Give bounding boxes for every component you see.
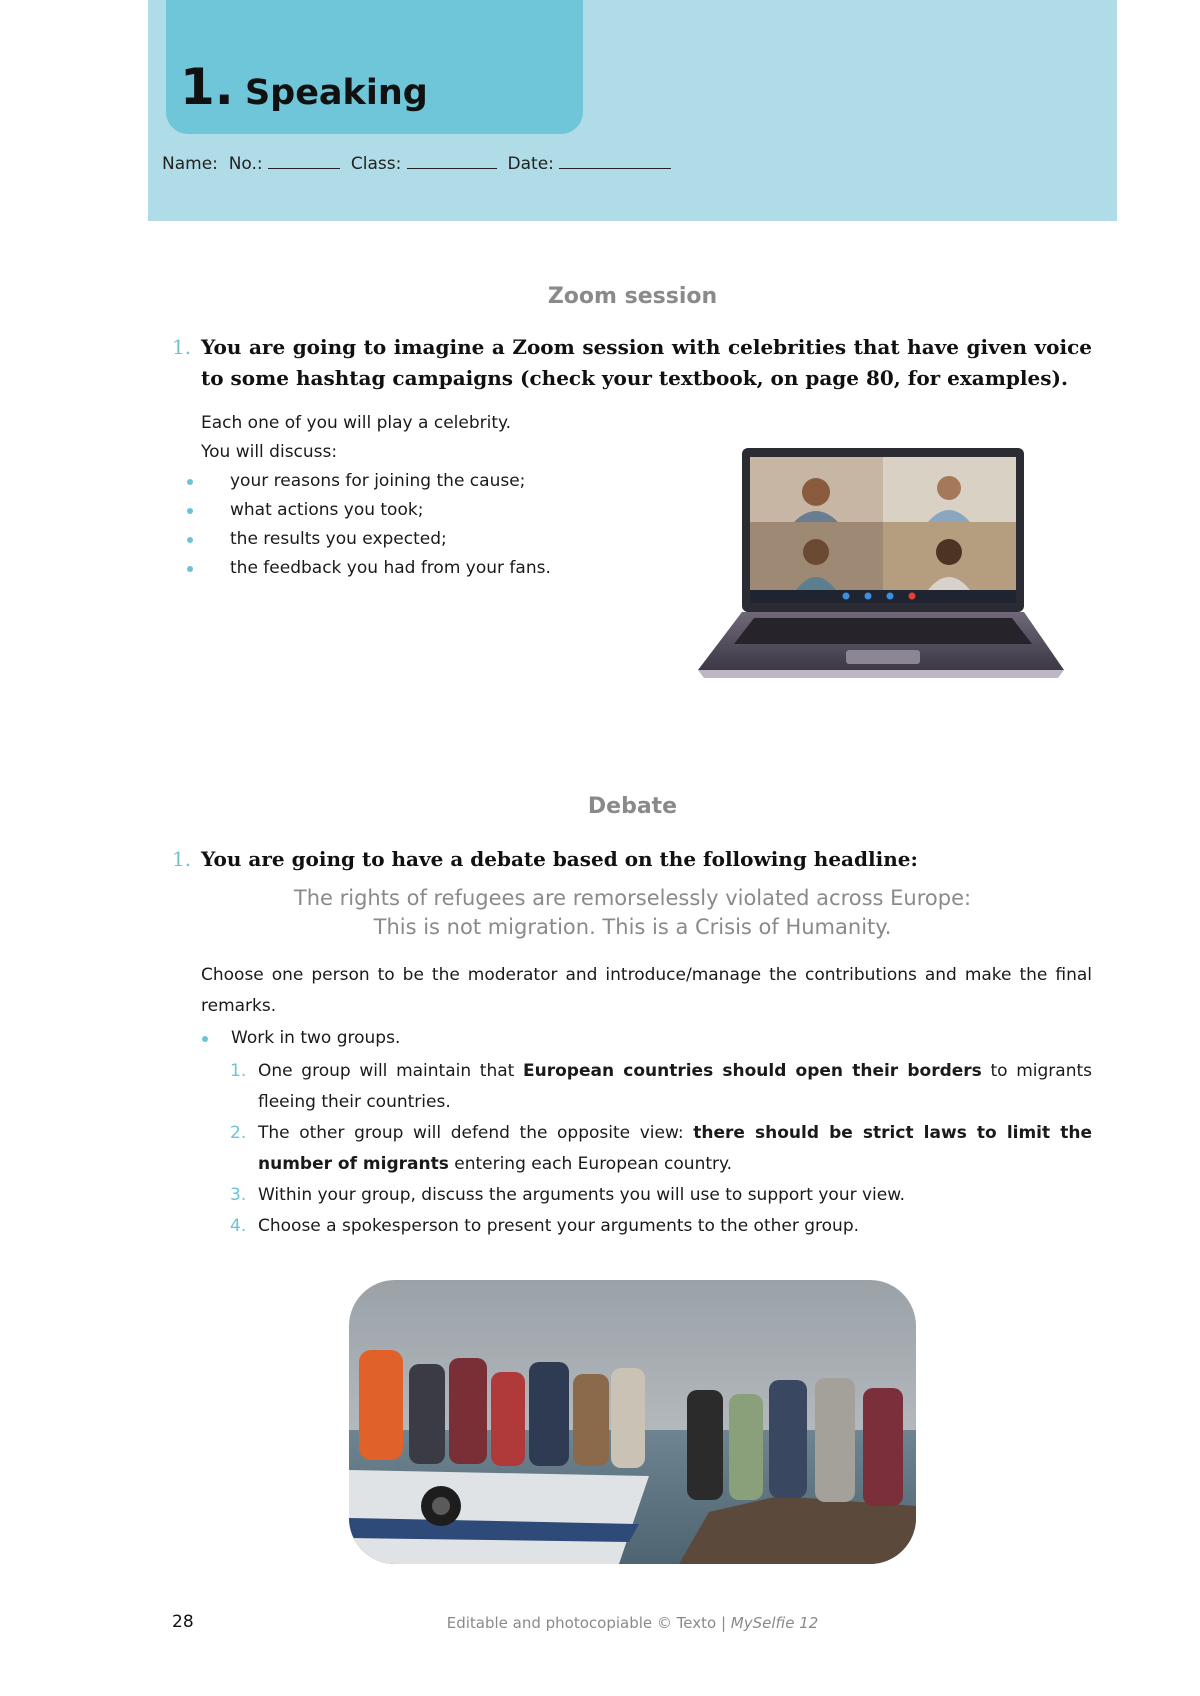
- bullet-text: Work in two groups.: [231, 1028, 401, 1048]
- item-number: 2.: [230, 1123, 247, 1143]
- laptop-keyboard: [734, 618, 1032, 644]
- no-blank[interactable]: [268, 154, 340, 169]
- date-label: Date:: [507, 154, 554, 174]
- zoom-section-heading: Zoom session: [547, 284, 718, 309]
- name-label: Name:: [162, 154, 218, 174]
- photo-person: [729, 1394, 763, 1500]
- photo-person: [529, 1362, 569, 1466]
- student-info-line: [162, 154, 671, 174]
- debate-section-heading: Debate: [587, 794, 678, 819]
- debate-bullet: [201, 1024, 400, 1053]
- photo-person: [409, 1364, 445, 1464]
- participant-avatar: [802, 478, 830, 506]
- laptop-touchpad: [846, 650, 920, 664]
- class-blank[interactable]: [407, 154, 497, 169]
- debate-paragraph: Choose one person to be the moderator and introduce/manage the contributions and make the final remarks.: [201, 965, 1092, 1016]
- list-item: [230, 1211, 1092, 1242]
- item-number: 4.: [230, 1216, 247, 1236]
- item-text: Choose a spokesperson to present your arguments to the other group.: [258, 1216, 860, 1236]
- item-text-end: entering each European country.: [448, 1154, 733, 1174]
- bullet-dot: [187, 566, 193, 572]
- item-number: 3.: [230, 1185, 247, 1205]
- call-control-icon: [843, 593, 850, 600]
- debate-task-number: 1.: [172, 847, 192, 871]
- page-title: [180, 58, 428, 116]
- item-text: The other group will defend the opposite view:: [258, 1123, 694, 1143]
- list-item: [201, 554, 551, 583]
- photo-person: [573, 1374, 609, 1466]
- refugee-boat-photo: [349, 1280, 916, 1564]
- zoom-bullet-list: [201, 467, 551, 583]
- zoom-task-text: You are going to imagine a Zoom session with celebrities that have given voice to some hashtag campaigns (check your textbook, on page 80, for examples).: [201, 335, 1092, 390]
- end-call-icon: [909, 593, 916, 600]
- participant-avatar: [936, 539, 962, 565]
- zoom-task: [172, 332, 1092, 394]
- list-item: [230, 1056, 1092, 1118]
- debate-task-text: You are going to have a debate based on the following headline:: [201, 847, 918, 871]
- item-bold-text: European countries should open their borders: [523, 1061, 982, 1081]
- participant-avatar: [803, 539, 829, 565]
- call-toolbar: [750, 590, 1016, 603]
- laptop-video-call-image: [696, 448, 1066, 688]
- laptop-edge: [698, 670, 1064, 678]
- class-label: Class:: [350, 154, 402, 174]
- photo-person: [491, 1372, 525, 1466]
- bullet-text: the feedback you had from your fans.: [230, 558, 551, 578]
- title-word: Speaking: [244, 73, 428, 113]
- list-item: [201, 496, 551, 525]
- list-item: [230, 1118, 1092, 1180]
- bullet-dot: [202, 1036, 208, 1042]
- photo-person: [359, 1350, 403, 1460]
- list-item: [230, 1180, 1092, 1211]
- title-number: 1.: [180, 58, 234, 116]
- headline-line-1: The rights of refugees are remorselessly violated across Europe:: [293, 886, 972, 910]
- call-control-icon: [865, 593, 872, 600]
- call-control-icon: [887, 593, 894, 600]
- debate-headline: [148, 884, 1117, 942]
- copyright-notice: [148, 1614, 1117, 1632]
- book-title: MySelfie 12: [730, 1614, 819, 1632]
- photo-person: [815, 1378, 855, 1502]
- bullet-text: what actions you took;: [230, 500, 424, 520]
- zoom-task-number: 1.: [172, 335, 192, 359]
- debate-task: [172, 844, 1092, 875]
- date-blank[interactable]: [559, 154, 671, 169]
- item-text-end: to migrants fleeing their countries.: [258, 1061, 1092, 1112]
- zoom-line-1: Each one of you will play a celebrity.: [201, 413, 512, 433]
- bullet-dot: [187, 508, 193, 514]
- photo-person: [769, 1380, 807, 1498]
- item-text: Within your group, discuss the arguments you will use to support your view.: [258, 1185, 905, 1205]
- item-number: 1.: [230, 1061, 247, 1081]
- item-text: One group will maintain that: [258, 1061, 523, 1081]
- photo-tire-hub: [432, 1497, 450, 1515]
- participant-avatar: [937, 476, 961, 500]
- photo-boat-hull: [349, 1470, 649, 1564]
- photo-person: [863, 1388, 903, 1506]
- debate-numbered-list: [230, 1056, 1092, 1242]
- photo-person: [449, 1358, 487, 1464]
- list-item: [201, 467, 551, 496]
- copyright-text: Editable and photocopiable © Texto |: [446, 1614, 731, 1632]
- list-item: [201, 525, 551, 554]
- bullet-text: your reasons for joining the cause;: [230, 471, 526, 491]
- zoom-line-2: You will discuss:: [201, 442, 338, 462]
- bullet-text: the results you expected;: [230, 529, 447, 549]
- photo-person: [687, 1390, 723, 1500]
- bullet-dot: [187, 479, 193, 485]
- headline-line-2: This is not migration. This is a Crisis of Humanity.: [373, 915, 892, 939]
- item-bold-text: there should be strict laws to limit the number of migrants: [258, 1123, 1093, 1174]
- bullet-dot: [187, 537, 193, 543]
- no-label: No.:: [228, 154, 263, 174]
- page-number: 28: [172, 1612, 194, 1632]
- photo-person: [611, 1368, 645, 1468]
